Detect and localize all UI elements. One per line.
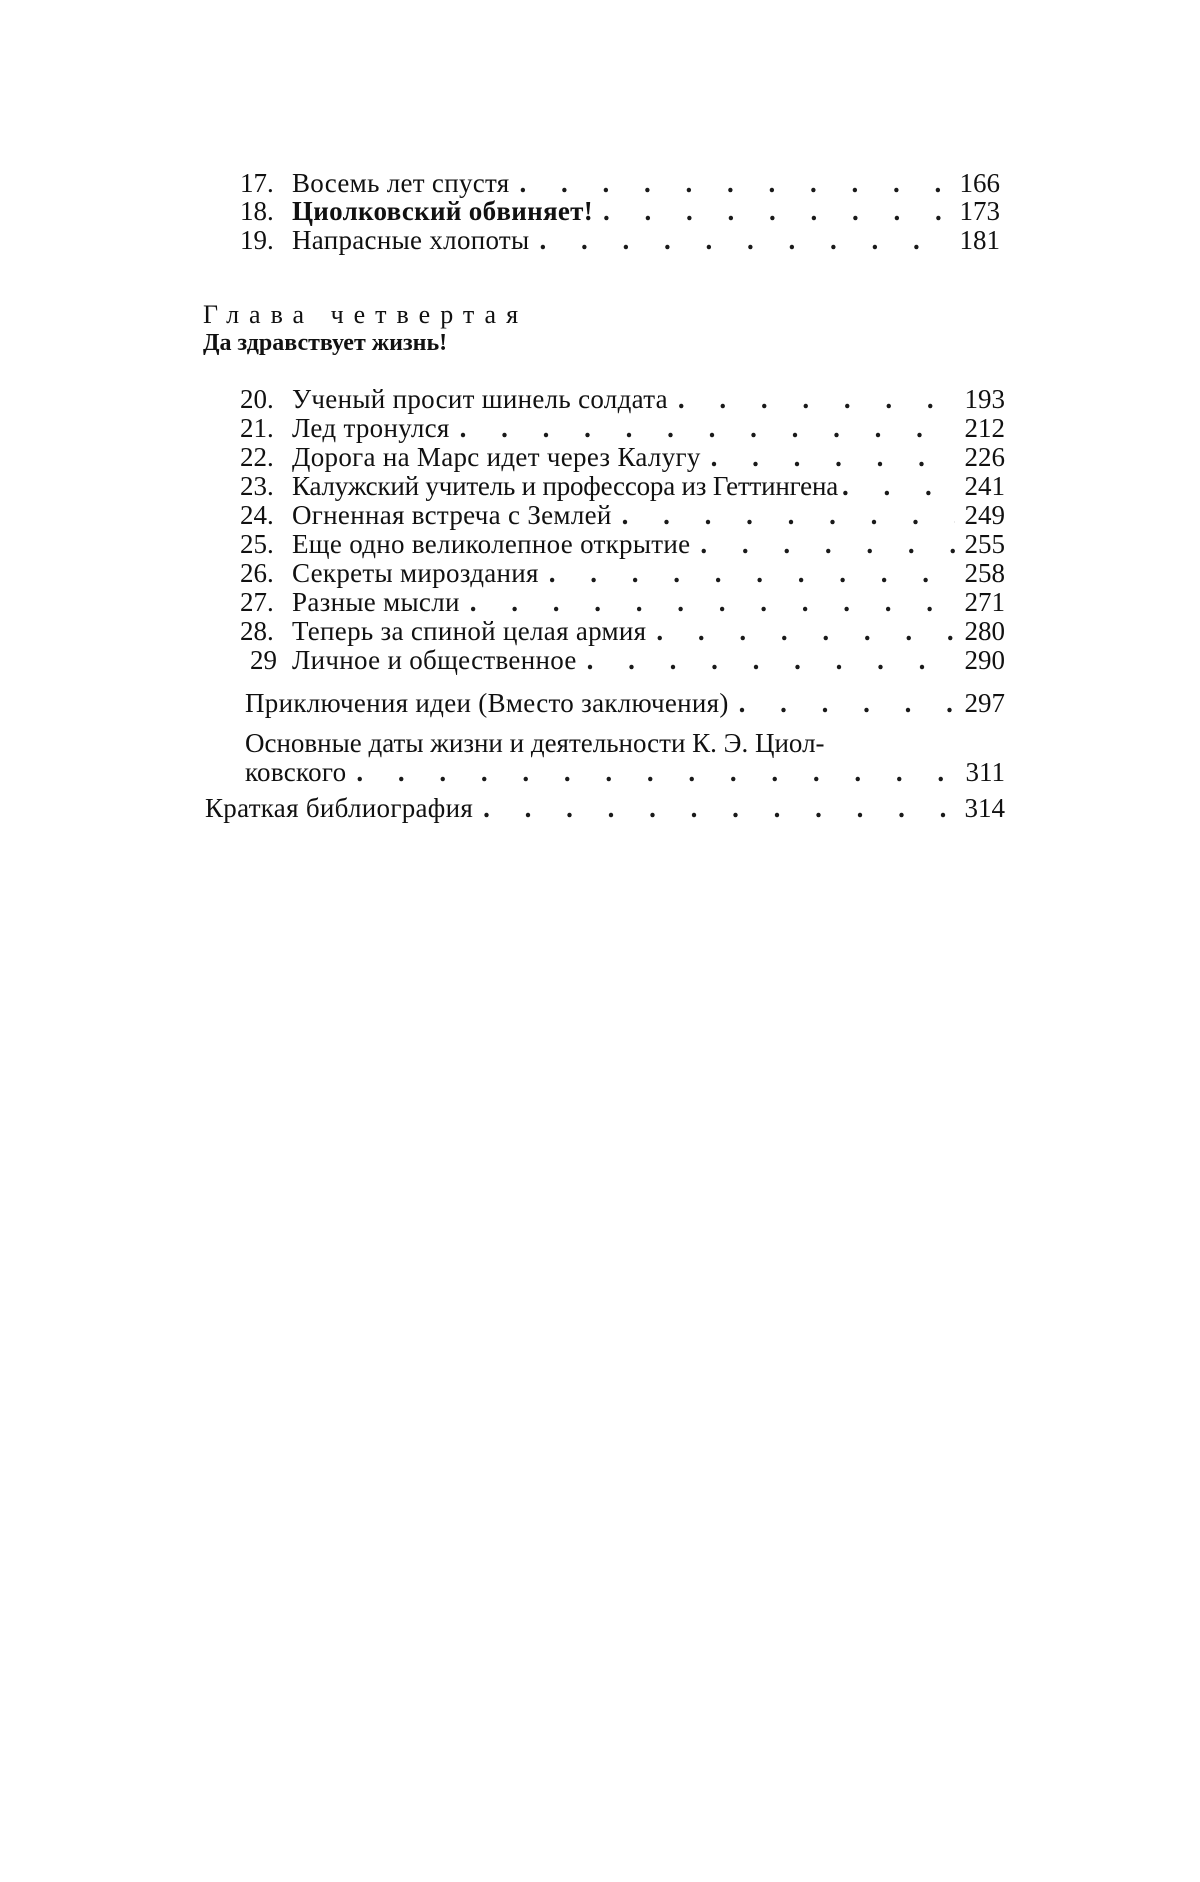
table-of-contents-page xyxy=(0,0,1200,1882)
toc-entry-page: 311 xyxy=(955,757,1005,787)
toc-entry-number: 17. xyxy=(240,168,292,198)
toc-entry-number: 27. xyxy=(240,587,292,617)
toc-entry-title: Дорога на Марс идет через Калугу xyxy=(292,442,701,472)
dot-leader xyxy=(646,616,955,646)
toc-entry-number: 29 xyxy=(250,645,292,675)
dot-leader xyxy=(450,413,955,443)
dot-leader xyxy=(690,529,955,559)
toc-entry-21 xyxy=(240,413,1005,443)
toc-entry-page: 241 xyxy=(955,471,1005,501)
toc-entry-page: 258 xyxy=(955,558,1005,588)
dot-leader xyxy=(668,384,955,414)
toc-entry-title: Лед тронулся xyxy=(292,413,450,443)
toc-entry-page: 249 xyxy=(955,500,1005,530)
toc-entry-18 xyxy=(240,196,1000,226)
toc-entry-title: Личное и общественное xyxy=(292,645,577,675)
toc-entry-title: Разные мысли xyxy=(292,587,460,617)
toc-entry-number: 21. xyxy=(240,413,292,443)
toc-entry-title: Напрасные хлопоты xyxy=(292,225,529,255)
dot-leader xyxy=(346,757,955,787)
toc-entry-page: 271 xyxy=(955,587,1005,617)
toc-entry-page: 314 xyxy=(955,793,1005,823)
toc-entry-bibliography xyxy=(205,793,1005,823)
toc-entry-29 xyxy=(250,645,1005,675)
toc-entry-page: 255 xyxy=(955,529,1005,559)
toc-entry-page: 166 xyxy=(950,168,1000,198)
toc-entry-title: Ученый просит шинель солдата xyxy=(292,384,668,414)
dot-leader xyxy=(510,168,950,198)
dot-leader xyxy=(529,225,950,255)
dot-leader xyxy=(473,793,955,823)
toc-entry-28 xyxy=(240,616,1005,646)
toc-entry-19 xyxy=(240,225,1000,255)
toc-entry-page: 181 xyxy=(950,225,1000,255)
toc-entry-title: Огненная встреча с Землей xyxy=(292,500,612,530)
toc-entry-title: Теперь за спиной целая армия xyxy=(292,616,646,646)
toc-entry-23 xyxy=(240,471,1005,501)
toc-entry-title: Восемь лет спустя xyxy=(292,168,510,198)
toc-entry-title: Еще одно великолепное открытие xyxy=(292,529,690,559)
dot-leader xyxy=(729,688,955,718)
dot-leader xyxy=(612,500,955,530)
toc-entry-page: 297 xyxy=(955,688,1005,718)
toc-entry-number: 24. xyxy=(240,500,292,530)
toc-entry-number: 23. xyxy=(240,471,292,501)
toc-entry-number: 20. xyxy=(240,384,292,414)
toc-entry-22 xyxy=(240,442,1005,472)
toc-entry-25 xyxy=(240,529,1005,559)
toc-entry-page: 280 xyxy=(955,616,1005,646)
dot-leader xyxy=(593,196,950,226)
toc-entry-20 xyxy=(240,384,1005,414)
toc-entry-dates-line1: Основные даты жизни и деятельности К. Э. Циол- xyxy=(245,728,825,758)
toc-entry-number: 25. xyxy=(240,529,292,559)
toc-entry-title: Калужский учитель и профессора из Геттингена xyxy=(292,471,838,501)
dot-leader xyxy=(577,645,955,675)
chapter-subtitle: Да здравствует жизнь! xyxy=(203,330,447,357)
toc-entry-number: 22. xyxy=(240,442,292,472)
toc-entry-26 xyxy=(240,558,1005,588)
toc-entry-title: Циолковский обвиняет! xyxy=(292,196,593,226)
toc-entry-17 xyxy=(240,168,1000,198)
toc-entry-number: 28. xyxy=(240,616,292,646)
toc-entry-adventures xyxy=(245,688,1005,718)
toc-entry-dates xyxy=(245,757,1005,787)
toc-entry-number: 19. xyxy=(240,225,292,255)
toc-entry-page: 173 xyxy=(950,196,1000,226)
toc-entry-number: 26. xyxy=(240,558,292,588)
toc-entry-page: 226 xyxy=(955,442,1005,472)
toc-entry-title: ковского xyxy=(245,757,346,787)
chapter-heading: Глава четвертая xyxy=(203,300,528,330)
dot-leader xyxy=(539,558,955,588)
dot-leader xyxy=(838,471,955,501)
dot-leader xyxy=(701,442,955,472)
toc-entry-page: 212 xyxy=(955,413,1005,443)
dot-leader xyxy=(460,587,955,617)
toc-entry-title: Краткая библиография xyxy=(205,793,473,823)
toc-entry-page: 193 xyxy=(955,384,1005,414)
toc-entry-number: 18. xyxy=(240,196,292,226)
toc-entry-title: Приключения идеи (Вместо заключения) xyxy=(245,688,729,718)
toc-entry-page: 290 xyxy=(955,645,1005,675)
toc-entry-24 xyxy=(240,500,1005,530)
toc-entry-27 xyxy=(240,587,1005,617)
toc-entry-title: Секреты мироздания xyxy=(292,558,539,588)
